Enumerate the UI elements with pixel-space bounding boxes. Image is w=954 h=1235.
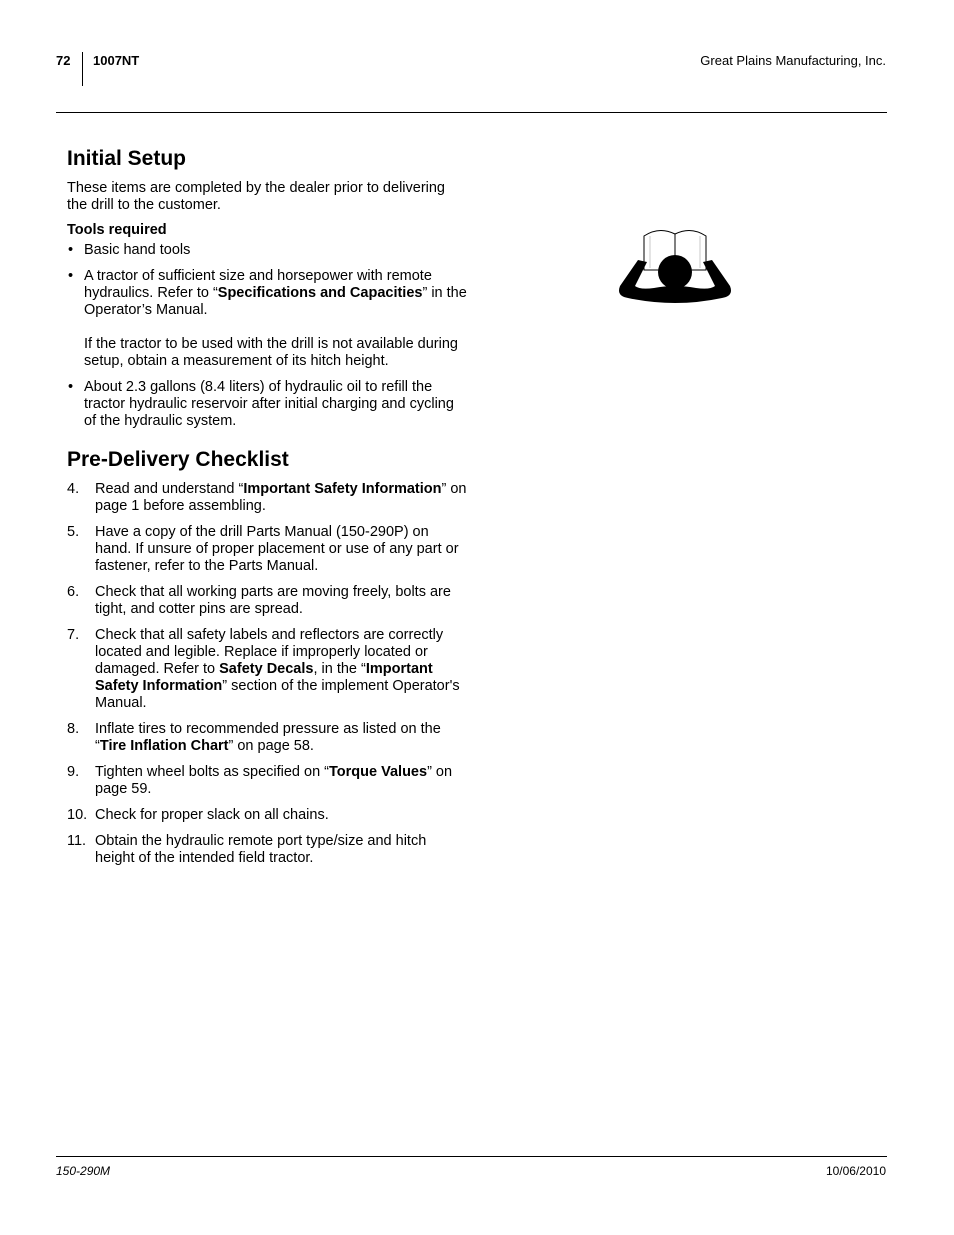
tools-required-heading: Tools required — [67, 222, 167, 238]
item-text: Have a copy of the drill Parts Manual (150-290P) on hand. If unsure of proper placement or use of any part or fastener, refer to the Parts Manual. — [95, 524, 459, 574]
item-text: Check for proper slack on all chains. — [95, 807, 329, 823]
item-text: Obtain the hydraulic remote port type/size and hitch height of the intended field tractor. — [95, 833, 427, 866]
tractor-note: If the tractor to be used with the drill is not available during setup, obtain a measurement of its hitch height. — [84, 336, 458, 369]
torque-values-reference: Torque Values — [329, 764, 428, 780]
item-number: 9. — [67, 764, 80, 780]
tire-chart-reference: Tire Inflation Chart — [99, 738, 229, 754]
item-number: 4. — [67, 481, 80, 497]
pre-delivery-heading: Pre-Delivery Checklist — [67, 448, 289, 471]
specifications-reference: Specifications and Capacities — [217, 285, 423, 301]
safety-info-reference: Important Safety Information — [243, 481, 442, 497]
list-item — [67, 268, 467, 370]
read-manual-icon — [614, 224, 736, 308]
doc-date: 10/06/2010 — [825, 1164, 886, 1178]
list-item — [67, 379, 467, 430]
checklist-item-11 — [67, 833, 467, 867]
safety-info-reference: Important Safety Information — [95, 661, 433, 694]
checklist-item-6 — [67, 584, 467, 618]
item-text: Inflate tires to recommended pressure as listed on the “ — [95, 721, 441, 754]
tools-list — [67, 242, 467, 430]
list-item-text: A tractor of sufficient size and horsepower with remote hydraulics. Refer to “ — [84, 268, 432, 301]
item-text: Read and understand “ — [95, 481, 244, 497]
checklist — [67, 481, 467, 867]
initial-setup-heading: Initial Setup — [67, 147, 187, 170]
bullet: • — [68, 242, 74, 258]
list-item-text: ” in the Operator’s Manual. — [84, 285, 467, 318]
bullet: • — [68, 379, 74, 395]
list-item-text: About 2.3 gallons (8.4 liters) of hydraulic oil to refill the tractor hydraulic reservoir after initial charging and cycling of the hydraulic system. — [84, 379, 454, 429]
checklist-item-8 — [67, 721, 467, 755]
checklist-item-4 — [67, 481, 467, 515]
item-number: 6. — [67, 584, 80, 600]
item-text: ” on page 1 before assembling. — [95, 481, 467, 514]
header-divider — [82, 52, 83, 86]
model-name: 1007NT — [93, 53, 140, 68]
item-text: , in the “ — [313, 661, 366, 677]
item-number: 11. — [67, 833, 87, 849]
initial-setup-intro: These items are completed by the dealer prior to delivering the drill to the customer. — [67, 180, 445, 213]
checklist-item-10 — [67, 807, 467, 824]
doc-number: 150-290M — [56, 1164, 111, 1178]
checklist-item-7 — [67, 627, 467, 712]
item-text: ” on page 58. — [228, 738, 314, 754]
item-number: 7. — [67, 627, 80, 643]
list-item-text: Basic hand tools — [84, 242, 191, 258]
item-number: 10. — [67, 807, 88, 823]
checklist-item-9 — [67, 764, 467, 798]
safety-decals-reference: Safety Decals — [219, 661, 314, 677]
item-text: ” on page 59. — [95, 764, 453, 797]
bullet: • — [68, 268, 74, 284]
main-content — [67, 146, 467, 876]
company-name: Great Plains Manufacturing, Inc. — [700, 53, 886, 68]
page-number: 72 — [56, 53, 71, 68]
item-text: Check that all safety labels and reflectors are correctly located and legible. Replace if improperly located or damaged. Refer to — [95, 627, 444, 677]
item-text: Tighten wheel bolts as specified on “ — [95, 764, 330, 780]
item-text: ” section of the implement Operator's Manual. — [95, 678, 460, 711]
item-number: 5. — [67, 524, 80, 540]
footer-rule — [56, 1156, 887, 1157]
list-item — [67, 242, 467, 259]
checklist-item-5 — [67, 524, 467, 575]
item-text: Check that all working parts are moving freely, bolts are tight, and cotter pins are spread. — [95, 584, 451, 617]
header-rule — [56, 112, 887, 113]
item-number: 8. — [67, 721, 80, 737]
